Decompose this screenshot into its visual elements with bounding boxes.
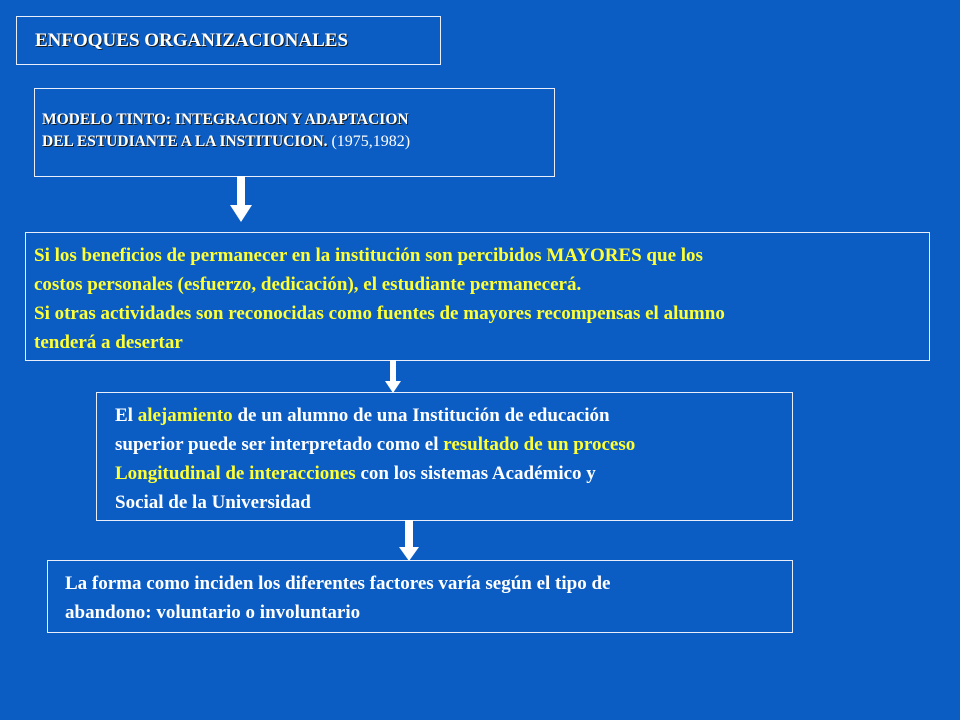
separation-text (115, 401, 635, 517)
separation-line-2 (115, 430, 635, 459)
model-years: (1975,1982) (331, 133, 411, 150)
separation-l1-a: El (115, 405, 138, 426)
benefits-line-3: Si otras actividades son reconocidas como fuentes de mayores recompensas el alumno (34, 303, 725, 324)
benefits-line-1: Si los beneficios de permanecer en la institución son percibidos MAYORES que los (34, 245, 703, 266)
dropout-line-1: La forma como inciden los diferentes factores varía según el tipo de (65, 573, 611, 594)
model-line-1: MODELO TINTO: INTEGRACION Y ADAPTACION (42, 111, 409, 128)
model-line-2-text: DEL ESTUDIANTE A LA INSTITUCION. (42, 133, 328, 150)
separation-box (96, 392, 793, 521)
down-arrow-2 (385, 360, 401, 394)
benefits-line-4: tenderá a desertar (34, 332, 183, 353)
separation-l2-a: superior puede ser interpretado como el (115, 434, 444, 455)
dropout-box (47, 560, 793, 633)
dropout-line-2: abandono: voluntario o involuntario (65, 602, 361, 623)
separation-l2-b: resultado de un proceso (443, 434, 636, 455)
separation-line-1 (115, 401, 635, 430)
separation-l1-b: alejamiento (137, 405, 233, 426)
separation-l3-b: con los sistemas Académico y (355, 463, 596, 484)
model-box (34, 88, 555, 177)
page-title: ENFOQUES ORGANIZACIONALES (35, 30, 349, 51)
benefits-line-2: costos personales (esfuerzo, dedicación), el estudiante permanecerá. (34, 274, 582, 295)
separation-l1-c: de un alumno de una Institución de educación (232, 405, 610, 426)
title-box (16, 16, 441, 65)
separation-line-3 (115, 459, 635, 488)
separation-line-4: Social de la Universidad (115, 492, 311, 513)
benefits-box (25, 232, 930, 361)
benefits-text (34, 241, 725, 357)
dropout-text (65, 569, 610, 627)
model-line-2 (42, 131, 410, 153)
model-description (42, 109, 410, 153)
down-arrow-1 (229, 176, 253, 224)
separation-l3-a: Longitudinal de interacciones (115, 463, 356, 484)
down-arrow-3 (399, 520, 419, 562)
